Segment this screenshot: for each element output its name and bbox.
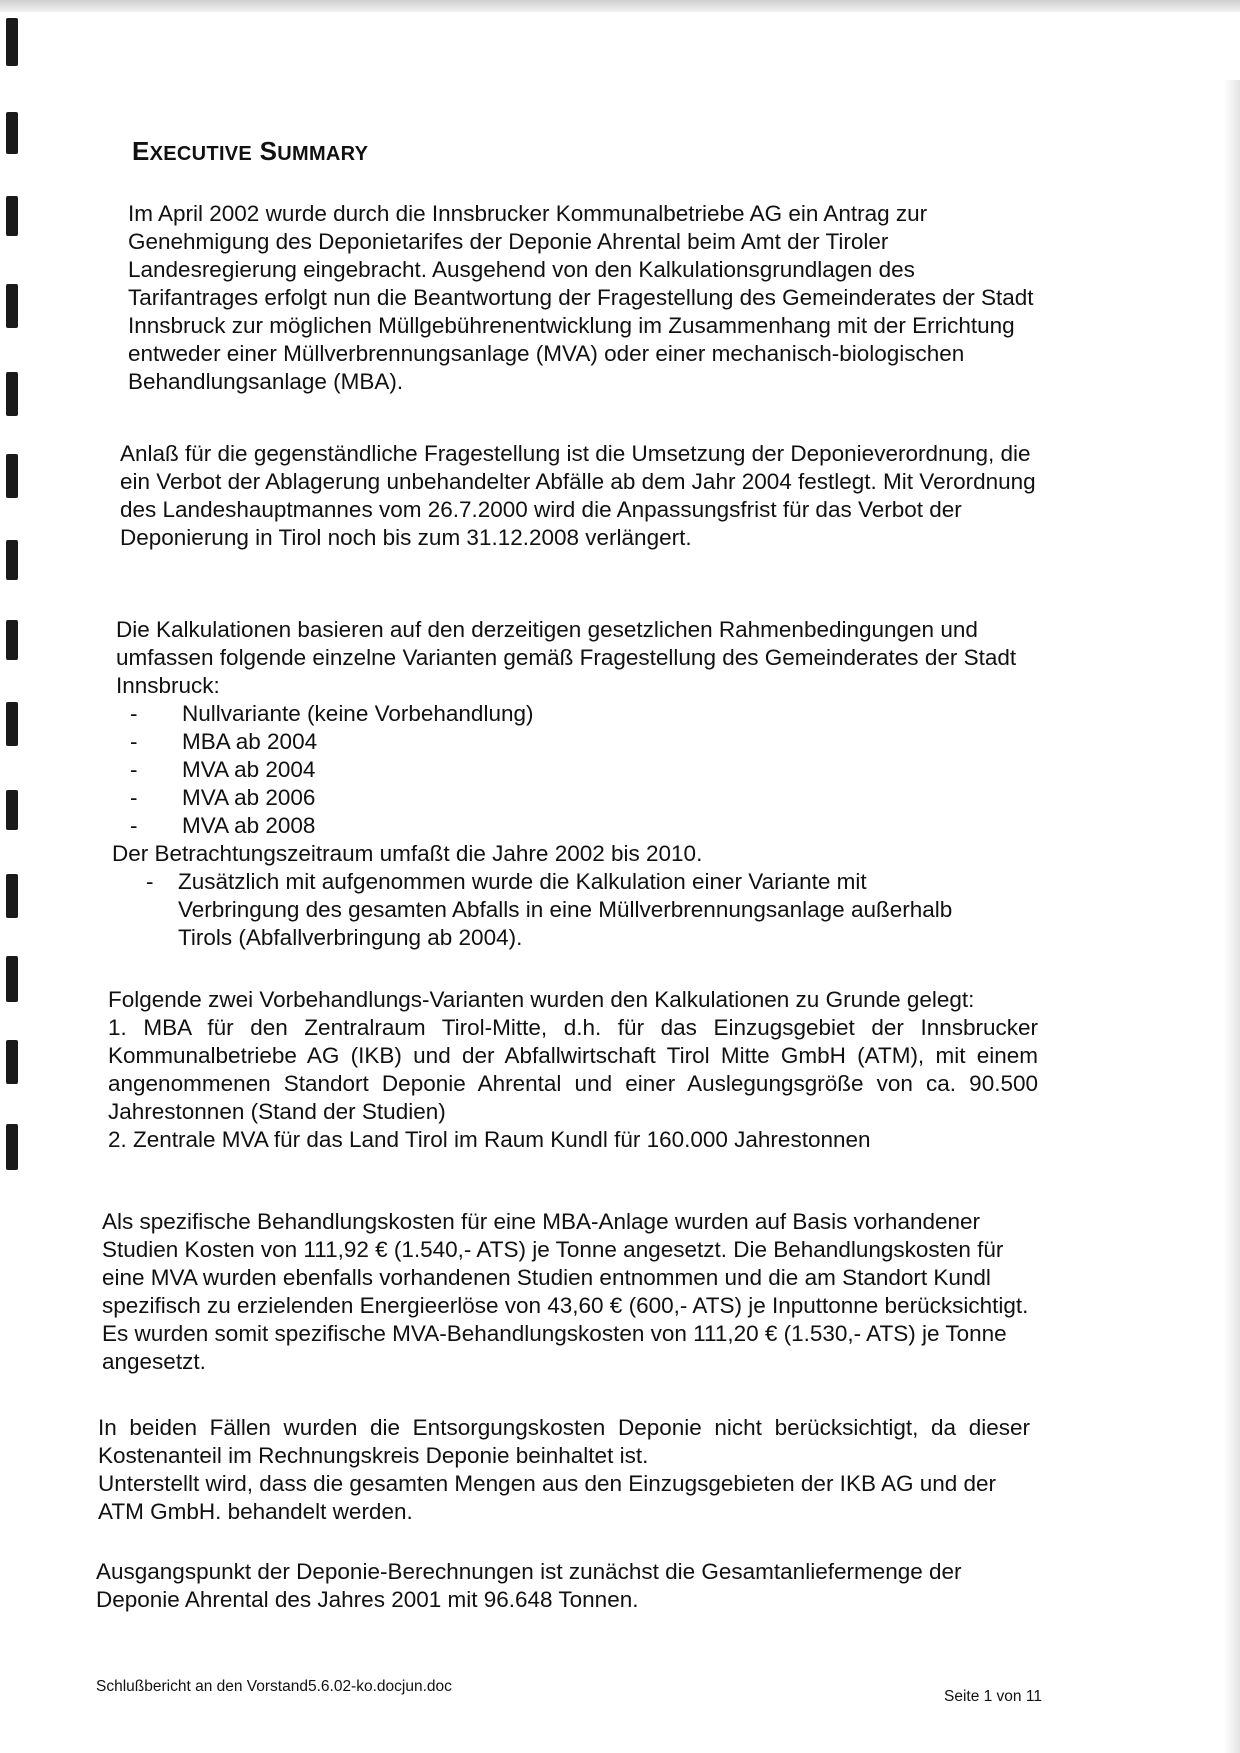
paragraph-application [128,200,1046,396]
option-item: 1. MBA für den Zentralraum Tirol-Mitte, d.h. für das Einzugsgebiet der Innsbrucker Kommunalbetriebe AG (IKB) und der Abfallwirtschaft Tirol Mitte GmbH (ATM), mit einem angenommenen Standort Deponie Ahrental und einer Auslegungsgröße von ca. 90.500 Jahrestonnen (Stand der Studien) [108,1015,1038,1124]
paragraph-starting-point [96,1558,1026,1614]
title-word: XECUTIVE [149,143,253,165]
title-initial: S [259,136,278,166]
title-initial: E [132,136,150,166]
page-title [132,136,368,167]
paragraph-text: Als spezifische Behandlungskosten für eine MBA-Anlage wurden auf Basis vorhandener Studien Kosten von 111,92 € (1.540,- ATS) je Tonne angesetzt. Die Behandlungskosten für eine MVA wurden ebenfalls vorhandenen Studien entnommen und die am Standort Kundl spezifisch zu erzielenden Energieerlöse von 43,60 € (600,- ATS) je Inputtonne berücksichtigt. Es wurden somit spezifische MVA-Behandlungskosten von 111,20 € (1.530,- ATS) je Tonne angesetzt. [102,1209,1029,1374]
list-item: - MVA ab 2008 [116,812,1042,840]
paragraph-calculations [112,616,1042,952]
paragraph-costs [102,1208,1032,1376]
paragraph-text: Die Kalkulationen basieren auf den derzeitigen gesetzlichen Rahmenbedingungen und umfassen folgende einzelne Varianten gemäß Fragestellung des Gemeinderates der Stadt Innsbruck: [116,617,1017,698]
list-item: - Nullvariante (keine Vorbehandlung) [116,700,1042,728]
paragraph-reason [120,440,1044,552]
footer-filename: Schlußbericht an den Vorstand5.6.02-ko.docjun.doc [96,1678,452,1695]
paragraph-text: Folgende zwei Vorbehandlungs-Varianten wurden den Kalkulationen zu Grunde gelegt: [108,987,975,1012]
additional-variant-list [116,868,1042,952]
paragraph-pretreatment [108,986,1038,1154]
footer-page-number: Seite 1 von 11 [944,1688,1042,1705]
variant-list [116,700,1042,840]
list-item: - MBA ab 2004 [116,728,1042,756]
list-item: - Zusätzlich mit aufgenommen wurde die Kalkulation einer Variante mit Verbringung des gesamten Abfalls in eine Müllverbrennungsanlage außerhalb Tirols (Abfallverbringung ab 2004). [116,868,982,952]
paragraph-text: Anlaß für die gegenständliche Fragestellung ist die Umsetzung der Deponieverordnung, die ein Verbot der Ablagerung unbehandelter Abfälle ab dem Jahr 2004 festlegt. Mit Verordnung des Landeshauptmannes vom 26.7.2000 wird die Anpassungsfrist für das Verbot der Deponierung in Tirol noch bis zum 31.12.2008 verlängert. [120,441,1036,550]
paragraph-text: Unterstellt wird, dass die gesamten Mengen aus den Einzugsgebieten der IKB AG und der ATM GmbH. behandelt werden. [98,1471,997,1524]
list-item: - MVA ab 2006 [116,784,1042,812]
title-word: UMMARY [277,143,369,165]
list-item: - MVA ab 2004 [116,756,1042,784]
period-text: Der Betrachtungszeitraum umfaßt die Jahre 2002 bis 2010. [112,841,703,866]
paragraph-text: Im April 2002 wurde durch die Innsbrucker Kommunalbetriebe AG ein Antrag zur Genehmigung des Deponietarifes der Deponie Ahrental beim Amt der Tiroler Landesregierung eingebracht. Ausgehend von den Kalkulationsgrundlagen des Tarifantrages erfolgt nun die Beantwortung der Fragestellung des Gemeinderates der Stadt Innsbruck zur möglichen Müllgebührenentwicklung im Zusammenhang mit der Errichtung entweder einer Müllverbrennungsanlage (MVA) oder einer mechanisch-biologischen Behandlungsanlage (MBA). [128,201,1034,394]
option-item: 2. Zentrale MVA für das Land Tirol im Raum Kundl für 160.000 Jahrestonnen [108,1127,871,1152]
paragraph-disposal [98,1414,1030,1526]
paragraph-text: In beiden Fällen wurden die Entsorgungskosten Deponie nicht berücksichtigt, da dieser Kostenanteil im Rechnungskreis Deponie beinhaltet ist. [98,1415,1030,1468]
paragraph-text: Ausgangspunkt der Deponie-Berechnungen ist zunächst die Gesamtanliefermenge der Deponie Ahrental des Jahres 2001 mit 96.648 Tonnen. [96,1559,962,1612]
